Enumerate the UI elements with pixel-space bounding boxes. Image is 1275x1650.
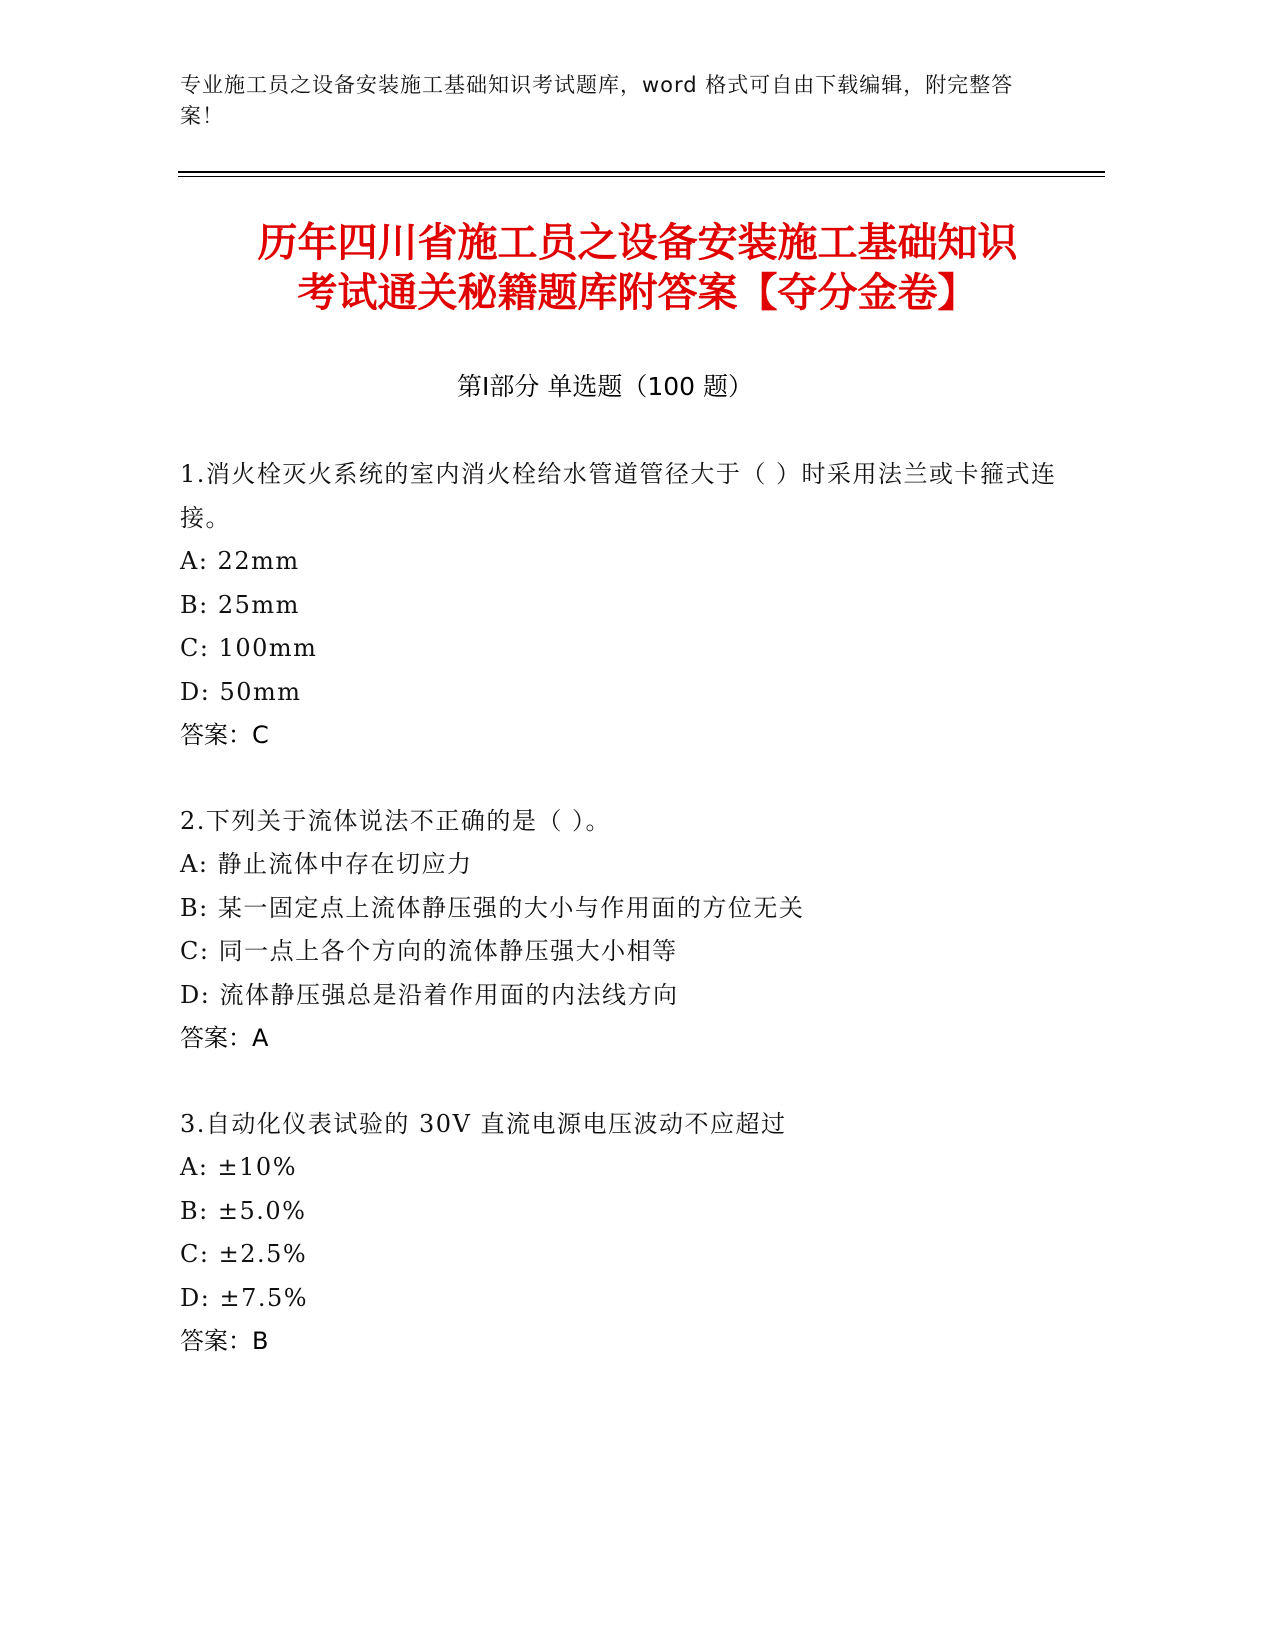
header-divider-thick	[178, 171, 1105, 173]
header-note: 专业施工员之设备安装施工基础知识考试题库，word 格式可自由下载编辑，附完整答案！	[180, 73, 1014, 128]
document-title	[150, 218, 1125, 318]
answer: 答案：C	[180, 721, 269, 749]
section-title: 第Ⅰ部分 单选题（100 题）	[457, 372, 753, 401]
option-b: B: 某一固定点上流体静压强的大小与作用面的方位无关	[180, 893, 805, 922]
document-title-line-1: 历年四川省施工员之设备安装施工基础知识	[257, 220, 1018, 266]
option-c: C: ±2.5%	[180, 1240, 308, 1268]
option-a: A: 静止流体中存在切应力	[180, 850, 473, 878]
option-c: C: 同一点上各个方向的流体静压强大小相等	[180, 937, 678, 965]
question-2	[180, 800, 1060, 1061]
option-c: C: 100mm	[180, 634, 318, 662]
answer: 答案：A	[180, 1024, 269, 1052]
question-3	[180, 1103, 1060, 1364]
option-b: B: ±5.0%	[180, 1196, 307, 1225]
question-list	[180, 453, 1060, 1406]
option-d: D: ±7.5%	[180, 1283, 309, 1312]
option-d: D: 50mm	[180, 677, 302, 706]
option-a: A: ±10%	[180, 1153, 297, 1181]
option-d: D: 流体静压强总是沿着作用面的内法线方向	[180, 980, 679, 1009]
option-b: B: 25mm	[180, 590, 300, 619]
answer: 答案：B	[180, 1327, 269, 1355]
header-divider-thin	[178, 176, 1105, 177]
question-stem: 2.下列关于流体说法不正确的是（ ）。	[180, 806, 612, 835]
question-1	[180, 453, 1060, 758]
document-title-line-2: 考试通关秘籍题库附答案【夺分金卷】	[297, 270, 978, 316]
question-stem: 3.自动化仪表试验的 30V 直流电源电压波动不应超过	[180, 1109, 787, 1138]
option-a: A: 22mm	[180, 547, 300, 575]
question-stem: 1.消火栓灭火系统的室内消火栓给水管道管径大于（ ）时采用法兰或卡箍式连接。	[180, 460, 1057, 532]
